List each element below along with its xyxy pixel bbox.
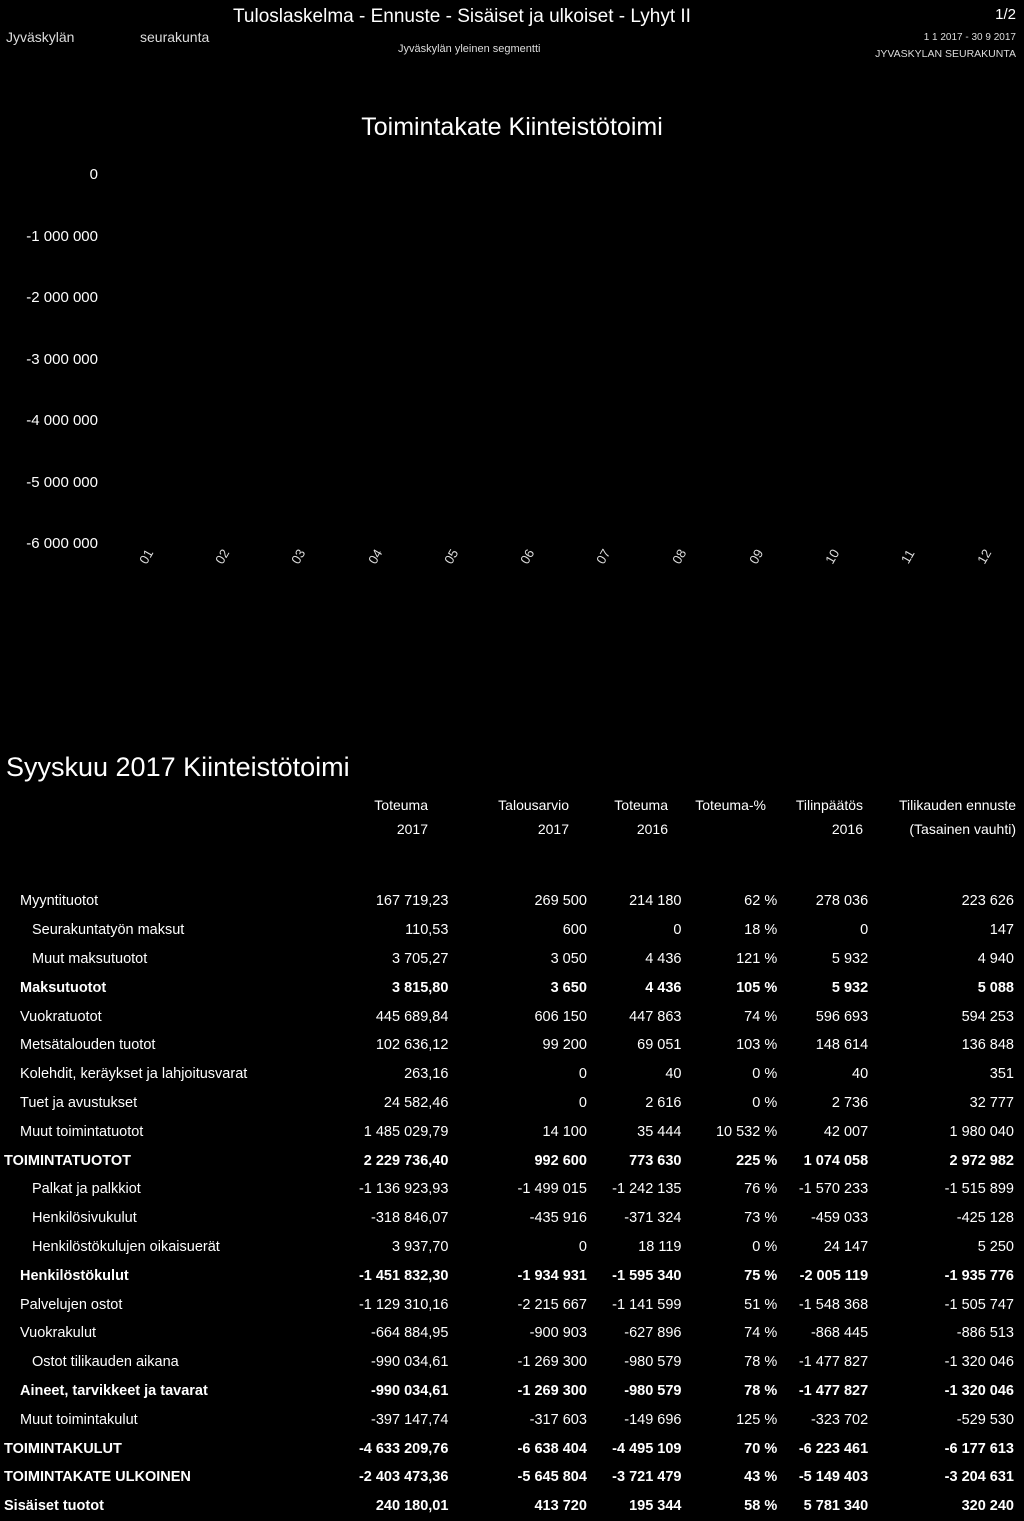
cell-value: 214 180 [629, 893, 682, 910]
cell-value: 5 088 [977, 979, 1014, 996]
cell-value: 10 532 % [715, 1123, 778, 1140]
cell-value: 0 [673, 922, 682, 939]
cell-value: 40 [665, 1066, 682, 1083]
row-label: Muut toimintatuotot [20, 1123, 144, 1140]
cell-value: 2 972 982 [949, 1152, 1014, 1169]
cell-value: 0 [860, 922, 869, 939]
cell-value: -459 033 [810, 1210, 869, 1227]
table-row [0, 1117, 1024, 1146]
cell-value: -1 499 015 [517, 1181, 587, 1198]
cell-value: 4 436 [645, 950, 682, 967]
cell-value: -627 896 [624, 1325, 682, 1342]
page-number: 1/2 [995, 6, 1016, 23]
cell-value: 240 180,01 [375, 1498, 449, 1515]
table-row [0, 1434, 1024, 1463]
cell-value: -1 129 310,16 [358, 1296, 449, 1313]
cell-value: -1 505 747 [944, 1296, 1014, 1313]
column-header [796, 793, 863, 841]
cell-value: 594 253 [961, 1008, 1014, 1025]
cell-value: -2 215 667 [517, 1296, 587, 1313]
table-row [0, 1002, 1024, 1031]
x-tick-label: 05 [440, 546, 462, 567]
column-header-line1: Talousarvio [498, 797, 569, 813]
org-caps-label: JYVASKYLAN SEURAKUNTA [875, 48, 1016, 60]
table-row [0, 1204, 1024, 1233]
y-tick-label: -6 000 000 [26, 535, 98, 552]
table-row [0, 1233, 1024, 1262]
cell-value: -529 530 [956, 1411, 1014, 1428]
x-tick-label: 09 [745, 546, 766, 567]
x-tick-label: 08 [669, 546, 690, 567]
cell-value: 225 % [736, 1152, 778, 1169]
cell-value: 195 344 [629, 1498, 682, 1515]
cell-value: 42 007 [823, 1123, 869, 1140]
cell-value: 3 937,70 [391, 1238, 449, 1255]
cell-value: -1 515 899 [944, 1181, 1014, 1198]
cell-value: 75 % [744, 1267, 778, 1284]
cell-value: 600 [562, 922, 587, 939]
cell-value: 3 705,27 [391, 950, 449, 967]
table-row [0, 1319, 1024, 1348]
cell-value: 24 582,46 [383, 1094, 449, 1111]
column-header-line2: 2016 [831, 821, 863, 837]
cell-value: 73 % [744, 1210, 778, 1227]
cell-value: -1 451 832,30 [358, 1267, 449, 1284]
cell-value: 78 % [744, 1354, 778, 1371]
cell-value: -1 477 827 [798, 1382, 869, 1399]
table-row [0, 973, 1024, 1002]
cell-value: 1 980 040 [949, 1123, 1014, 1140]
cell-value: 58 % [744, 1498, 778, 1515]
x-tick-label: 01 [136, 546, 157, 567]
cell-value: -1 242 135 [612, 1181, 682, 1198]
org-unit: seurakunta [140, 29, 210, 45]
x-tick-label: 07 [593, 546, 614, 567]
column-header [614, 793, 668, 841]
row-label: Myyntituotot [20, 893, 99, 910]
column-header-line1: Toteuma [374, 797, 428, 813]
cell-value: 74 % [744, 1325, 778, 1342]
row-label: Metsätalouden tuotot [20, 1037, 156, 1054]
cell-value: -1 595 340 [612, 1267, 682, 1284]
row-label: Palvelujen ostot [20, 1296, 123, 1313]
cell-value: -990 034,61 [371, 1354, 449, 1371]
column-header-line1: Tilikauden ennuste [898, 797, 1016, 813]
row-label: Henkilöstökulut [20, 1267, 129, 1284]
cell-value: 1 485 029,79 [363, 1123, 449, 1140]
cell-value: -323 702 [810, 1411, 869, 1428]
x-tick-label: 12 [974, 546, 995, 567]
cell-value: 18 119 [638, 1238, 682, 1255]
cell-value: -5 645 804 [517, 1469, 587, 1486]
cell-value: -1 477 827 [798, 1354, 869, 1371]
cell-value: 773 630 [629, 1152, 682, 1169]
cell-value: -371 324 [624, 1210, 682, 1227]
column-header-line1: Toteuma-% [695, 797, 766, 813]
cell-value: 0 % [752, 1094, 778, 1111]
cell-value: 110,53 [405, 922, 449, 939]
cell-value: 24 147 [823, 1238, 869, 1255]
cell-value: -1 136 923,93 [358, 1181, 449, 1198]
cell-value: 69 051 [637, 1037, 682, 1054]
cell-value: -5 149 403 [798, 1469, 869, 1486]
column-header-line1: Tilinpäätös [795, 797, 863, 813]
cell-value: 136 848 [961, 1037, 1014, 1054]
x-tick-label: 06 [517, 546, 538, 567]
cell-value: 5 250 [977, 1238, 1014, 1255]
cell-value: -1 935 776 [944, 1267, 1014, 1284]
row-label: Muut maksutuotot [32, 950, 148, 967]
cell-value: -886 513 [956, 1325, 1014, 1342]
y-tick-label: -2 000 000 [26, 289, 98, 306]
cell-value: 5 932 [831, 979, 869, 996]
cell-value: 269 500 [534, 893, 587, 910]
column-header-line2: 2016 [636, 821, 668, 837]
cell-value: -1 570 233 [798, 1181, 869, 1198]
cell-value: 74 % [744, 1008, 778, 1025]
column-header [498, 793, 569, 841]
segment-label: Jyväskylän yleinen segmentti [398, 43, 541, 55]
cell-value: -1 269 300 [517, 1354, 587, 1371]
cell-value: 147 [989, 922, 1014, 939]
column-header [899, 793, 1016, 841]
cell-value: 606 150 [534, 1008, 587, 1025]
cell-value: 413 720 [534, 1498, 587, 1515]
cell-value: -6 177 613 [944, 1440, 1014, 1457]
cell-value: 0 % [752, 1238, 778, 1255]
table-row [0, 945, 1024, 974]
cell-value: 351 [989, 1066, 1014, 1083]
table-row [0, 1031, 1024, 1060]
cell-value: -1 934 931 [517, 1267, 587, 1284]
cell-value: -1 548 368 [798, 1296, 869, 1313]
cell-value: -980 579 [624, 1382, 682, 1399]
table-row [0, 1405, 1024, 1434]
cell-value: 40 [852, 1066, 869, 1083]
cell-value: 99 200 [542, 1037, 587, 1054]
x-tick-label: 02 [212, 546, 233, 567]
cell-value: -900 903 [529, 1325, 587, 1342]
data-table [0, 887, 1024, 1521]
cell-value: -425 128 [956, 1210, 1014, 1227]
cell-value: 263,16 [404, 1066, 449, 1083]
row-label: Kolehdit, keräykset ja lahjoitusvarat [20, 1066, 248, 1083]
cell-value: 3 050 [550, 950, 587, 967]
table-row [0, 1060, 1024, 1089]
cell-value: 445 689,84 [375, 1008, 449, 1025]
org-name: Jyväskylän [6, 29, 75, 45]
cell-value: 2 736 [831, 1094, 869, 1111]
row-label: Aineet, tarvikkeet ja tavarat [20, 1382, 208, 1399]
cell-value: 76 % [744, 1181, 778, 1198]
table-title: Syyskuu 2017 Kiinteistötoimi [6, 752, 350, 782]
table-row [0, 1348, 1024, 1377]
chart-title: Toimintakate Kiinteistötoimi [361, 113, 663, 141]
row-label: Muut toimintakulut [20, 1411, 138, 1428]
y-tick-label: -5 000 000 [26, 473, 98, 491]
cell-value: -4 633 209,76 [358, 1440, 449, 1457]
cell-value: 103 % [736, 1037, 778, 1054]
cell-value: 121 % [736, 950, 778, 967]
row-label: Palkat ja palkkiot [32, 1181, 141, 1198]
cell-value: 102 636,12 [375, 1037, 449, 1054]
cell-value: 148 614 [815, 1037, 869, 1054]
cell-value: -4 495 109 [612, 1440, 682, 1457]
cell-value: 0 [578, 1094, 587, 1111]
cell-value: -1 320 046 [944, 1354, 1014, 1371]
table-row [0, 1463, 1024, 1492]
column-header-line2: 2017 [537, 821, 569, 837]
table-row [0, 1089, 1024, 1118]
cell-value: 167 719,23 [375, 893, 449, 910]
cell-value: -1 141 599 [612, 1296, 682, 1313]
x-tick-label: 04 [364, 546, 385, 567]
row-label: Sisäiset tuotot [4, 1498, 104, 1515]
cell-value: -990 034,61 [371, 1382, 449, 1399]
cell-value: -6 223 461 [798, 1440, 869, 1457]
cell-value: 447 863 [629, 1008, 682, 1025]
cell-value: 62 % [744, 893, 778, 910]
row-label: Vuokratuotot [20, 1008, 102, 1025]
table-row [0, 887, 1024, 916]
report-period: 1 1 2017 - 30 9 2017 [923, 32, 1016, 43]
y-tick-label: -3 000 000 [26, 350, 98, 368]
column-header-line1: Toteuma [614, 797, 668, 813]
cell-value: 43 % [744, 1469, 778, 1486]
cell-value: -6 638 404 [517, 1440, 587, 1457]
cell-value: 78 % [744, 1382, 778, 1399]
row-label: Ostot tilikauden aikana [32, 1354, 179, 1371]
y-tick-label: -1 000 000 [26, 227, 98, 245]
cell-value: 3 650 [550, 979, 587, 996]
row-label: Tuet ja avustukset [20, 1094, 138, 1111]
table-row [0, 1377, 1024, 1406]
cell-value: -1 320 046 [944, 1382, 1014, 1399]
cell-value: 4 940 [977, 950, 1014, 967]
row-label: TOIMINTAKATE ULKOINEN [4, 1469, 191, 1486]
cell-value: 992 600 [534, 1152, 587, 1169]
cell-value: -664 884,95 [371, 1325, 449, 1342]
cell-value: -2 403 473,36 [358, 1469, 449, 1486]
cell-value: -868 445 [810, 1325, 869, 1342]
y-tick-label: -4 000 000 [26, 412, 98, 429]
cell-value: 5 781 340 [803, 1498, 869, 1515]
x-tick-label: 10 [821, 546, 843, 567]
column-header [374, 793, 428, 841]
cell-value: 278 036 [815, 893, 869, 910]
column-header [695, 793, 766, 817]
table-row [0, 916, 1024, 945]
cell-value: -3 204 631 [944, 1469, 1014, 1486]
x-tick-label: 03 [288, 546, 309, 567]
row-label: TOIMINTATUOTOT [4, 1152, 131, 1169]
cell-value: 0 [578, 1238, 587, 1255]
table-row [0, 1492, 1024, 1521]
cell-value: -980 579 [624, 1354, 682, 1371]
cell-value: 2 229 736,40 [363, 1152, 449, 1169]
cell-value: 18 % [744, 922, 778, 939]
column-header-line2: (Tasainen vauhti) [909, 821, 1016, 837]
cell-value: 3 815,80 [391, 979, 449, 996]
y-tick-label: 0 [89, 166, 98, 183]
cell-value: 4 436 [645, 979, 682, 996]
cell-value: -397 147,74 [371, 1411, 449, 1428]
row-label: Henkilösivukulut [32, 1210, 137, 1227]
cell-value: -2 005 119 [799, 1267, 869, 1284]
table-row [0, 1146, 1024, 1175]
row-label: TOIMINTAKULUT [4, 1440, 122, 1457]
cell-value: 1 074 058 [803, 1152, 869, 1169]
table-row [0, 1261, 1024, 1290]
cell-value: 596 693 [815, 1008, 869, 1025]
cell-value: 223 626 [961, 893, 1014, 910]
cell-value: -149 696 [624, 1411, 682, 1428]
cell-value: 51 % [744, 1296, 778, 1313]
report-title: Tuloslaskelma - Ennuste - Sisäiset ja ulkoiset - Lyhyt II [233, 6, 691, 27]
table-row [0, 1290, 1024, 1319]
cell-value: -1 269 300 [517, 1382, 587, 1399]
cell-value: 0 [578, 1066, 587, 1083]
cell-value: 125 % [736, 1411, 778, 1428]
cell-value: 14 100 [542, 1123, 587, 1140]
cell-value: -317 603 [529, 1411, 587, 1428]
cell-value: 2 616 [645, 1094, 682, 1111]
cell-value: 320 240 [961, 1498, 1014, 1515]
cell-value: 105 % [736, 979, 778, 996]
row-label: Henkilöstökulujen oikaisuerät [32, 1238, 220, 1255]
column-header-line2: 2017 [396, 821, 428, 837]
cell-value: 70 % [744, 1440, 778, 1457]
cell-value: -318 846,07 [371, 1210, 449, 1227]
row-label: Maksutuotot [20, 979, 107, 996]
cell-value: -435 916 [529, 1210, 587, 1227]
cell-value: 32 777 [969, 1094, 1014, 1111]
row-label: Seurakuntatyön maksut [32, 922, 185, 939]
cell-value: 35 444 [637, 1123, 682, 1140]
x-tick-label: 11 [897, 546, 918, 567]
cell-value: 0 % [752, 1066, 778, 1083]
cell-value: 5 932 [831, 950, 869, 967]
cell-value: -3 721 479 [612, 1469, 682, 1486]
row-label: Vuokrakulut [20, 1325, 97, 1342]
table-row [0, 1175, 1024, 1204]
